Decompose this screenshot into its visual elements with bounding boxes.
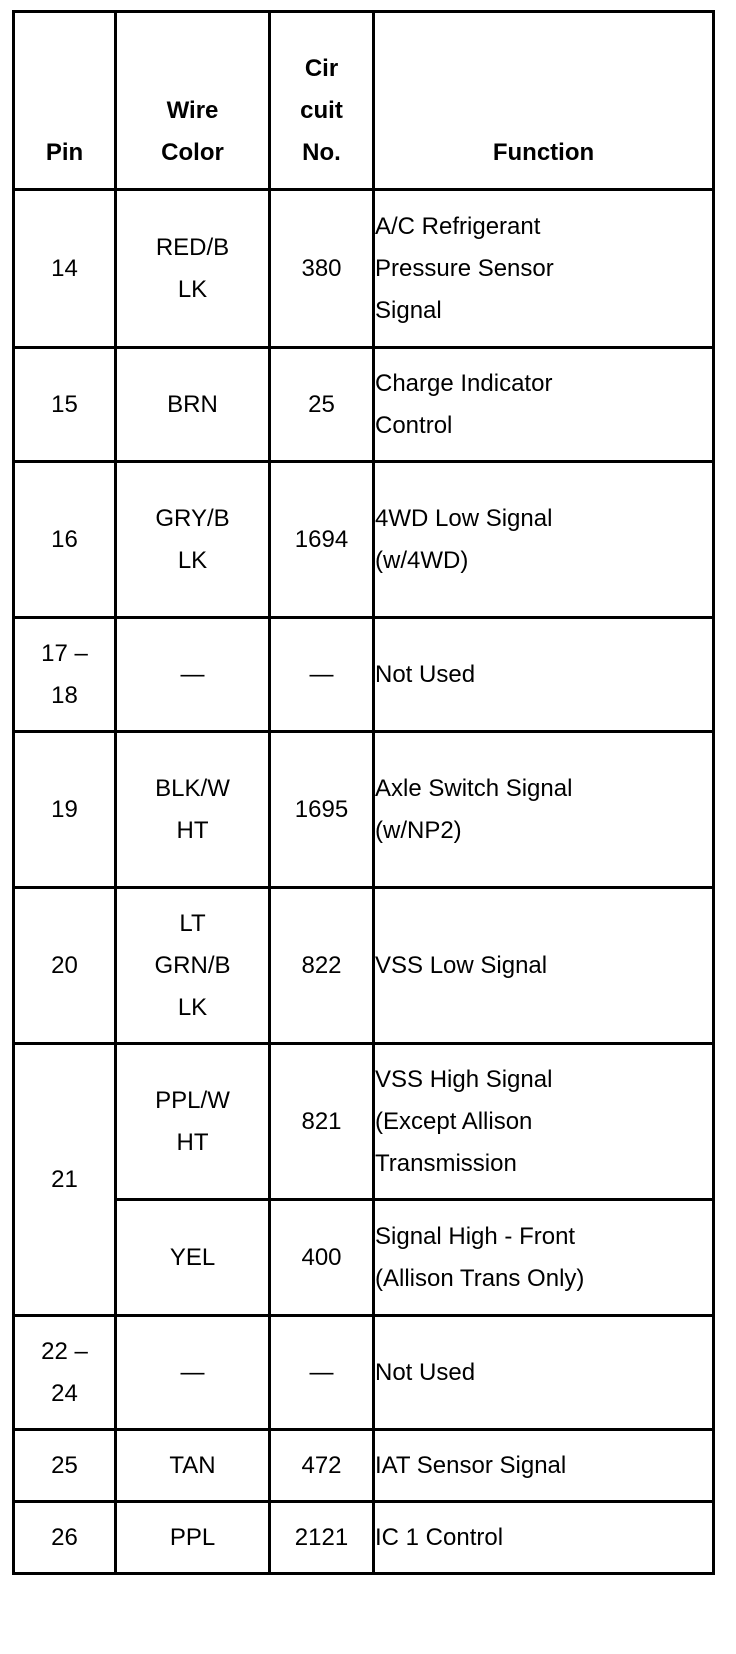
wire-color-line: YEL	[169, 1243, 216, 1271]
wire-color-line: LK	[177, 993, 208, 1021]
circuit-cell: —	[270, 1316, 374, 1430]
table-row	[14, 732, 714, 888]
table-row	[14, 888, 714, 1044]
pin-cell	[14, 190, 116, 348]
header-row	[14, 12, 714, 190]
header-circuit-line: cuit	[300, 97, 343, 124]
function-line: (w/NP2)	[375, 816, 462, 844]
pin-text: 26	[51, 1523, 78, 1551]
wire-color-line: PPL/W	[155, 1086, 230, 1114]
function-line: Signal High - Front	[375, 1222, 576, 1250]
pin-cell	[14, 888, 116, 1044]
header-wire-line: Color	[161, 139, 224, 166]
pin-cell	[14, 618, 116, 732]
wire-color-cell	[116, 190, 270, 348]
pin-cell	[14, 1430, 116, 1502]
wire-color-cell	[116, 732, 270, 888]
header-circuit-no	[270, 12, 374, 190]
table-row	[14, 1200, 714, 1316]
function-cell	[374, 190, 714, 348]
function-line: IC 1 Control	[375, 1523, 504, 1551]
wire-color-cell	[116, 888, 270, 1044]
pin-text: 24	[51, 1379, 78, 1407]
circuit-cell: 821	[270, 1044, 374, 1200]
wire-color-cell	[116, 1502, 270, 1574]
table-row	[14, 348, 714, 462]
function-line: 4WD Low Signal	[375, 504, 553, 532]
function-cell	[374, 462, 714, 618]
wire-color-cell	[116, 1044, 270, 1200]
circuit-cell: 400	[270, 1200, 374, 1316]
circuit-cell: 2121	[270, 1502, 374, 1574]
wire-color-line: LK	[177, 275, 208, 303]
function-line: (w/4WD)	[375, 546, 469, 574]
function-line: VSS High Signal	[375, 1065, 553, 1093]
wire-color-cell	[116, 618, 270, 732]
wire-color-line: RED/B	[155, 233, 230, 261]
wire-color-line: —	[180, 1358, 205, 1386]
pin-cell	[14, 1502, 116, 1574]
pin-text: 15	[51, 390, 78, 418]
table-row	[14, 462, 714, 618]
function-line: Not Used	[375, 1358, 476, 1386]
function-cell	[374, 1200, 714, 1316]
function-cell	[374, 1430, 714, 1502]
wire-color-cell	[116, 1430, 270, 1502]
header-circuit-line: No.	[302, 139, 341, 166]
pin-text: 18	[51, 681, 78, 709]
header-wire-line: Wire	[166, 97, 219, 124]
function-line: IAT Sensor Signal	[375, 1451, 567, 1479]
wire-color-line: HT	[176, 816, 209, 844]
pin-cell	[14, 462, 116, 618]
wire-color-cell	[116, 462, 270, 618]
circuit-cell: 472	[270, 1430, 374, 1502]
function-cell	[374, 1044, 714, 1200]
table-row	[14, 1430, 714, 1502]
wire-color-cell	[116, 1200, 270, 1316]
header-wire-color	[116, 12, 270, 190]
wire-color-line: BRN	[167, 390, 218, 418]
pin-cell	[14, 1316, 116, 1430]
pin-text: 19	[51, 795, 78, 823]
function-cell	[374, 618, 714, 732]
function-cell	[374, 888, 714, 1044]
wire-color-line: TAN	[169, 1451, 216, 1479]
table-row	[14, 1502, 714, 1574]
function-line: (Allison Trans Only)	[375, 1264, 585, 1292]
function-line: Pressure Sensor	[375, 254, 554, 282]
function-line: Not Used	[375, 660, 476, 688]
pin-cell	[14, 732, 116, 888]
pin-text: 16	[51, 525, 78, 553]
wire-color-line: LT	[179, 909, 206, 937]
pin-text: 17 –	[41, 639, 88, 667]
function-cell	[374, 348, 714, 462]
header-pin	[14, 12, 116, 190]
wire-color-cell	[116, 1316, 270, 1430]
connector-pinout-table	[12, 10, 715, 1575]
function-line: A/C Refrigerant	[375, 212, 541, 240]
wire-color-line: HT	[176, 1128, 209, 1156]
function-line: (Except Allison	[375, 1107, 533, 1135]
pin-text: 22 –	[41, 1337, 88, 1365]
function-line: Transmission	[375, 1149, 517, 1177]
wire-color-line: GRY/B	[155, 504, 230, 532]
circuit-cell: —	[270, 618, 374, 732]
pin-cell	[14, 348, 116, 462]
circuit-cell: 822	[270, 888, 374, 1044]
function-line: Signal	[375, 296, 442, 324]
header-function	[374, 12, 714, 190]
wire-color-line: GRN/B	[154, 951, 231, 979]
table-row	[14, 190, 714, 348]
circuit-cell: 1695	[270, 732, 374, 888]
function-cell	[374, 1316, 714, 1430]
function-line: Control	[375, 411, 453, 439]
table-row	[14, 1044, 714, 1200]
header-pin-text: Pin	[45, 139, 84, 166]
function-line: VSS Low Signal	[375, 951, 548, 979]
pin-text: 21	[51, 1165, 78, 1193]
pin-cell	[14, 1044, 116, 1316]
pin-text: 20	[51, 951, 78, 979]
wire-color-line: PPL	[169, 1523, 216, 1551]
pin-text: 14	[51, 254, 78, 282]
wire-color-line: —	[180, 660, 205, 688]
function-cell	[374, 732, 714, 888]
wire-color-cell	[116, 348, 270, 462]
pin-text: 25	[51, 1451, 78, 1479]
wire-color-line: LK	[177, 546, 208, 574]
circuit-cell: 380	[270, 190, 374, 348]
circuit-cell: 25	[270, 348, 374, 462]
function-line: Charge Indicator	[375, 369, 553, 397]
header-function-text: Function	[492, 139, 595, 166]
function-cell	[374, 1502, 714, 1574]
function-line: Axle Switch Signal	[375, 774, 573, 802]
circuit-cell: 1694	[270, 462, 374, 618]
wire-color-line: BLK/W	[155, 774, 230, 802]
table-row	[14, 1316, 714, 1430]
table-row	[14, 618, 714, 732]
header-circuit-line: Cir	[304, 55, 339, 82]
